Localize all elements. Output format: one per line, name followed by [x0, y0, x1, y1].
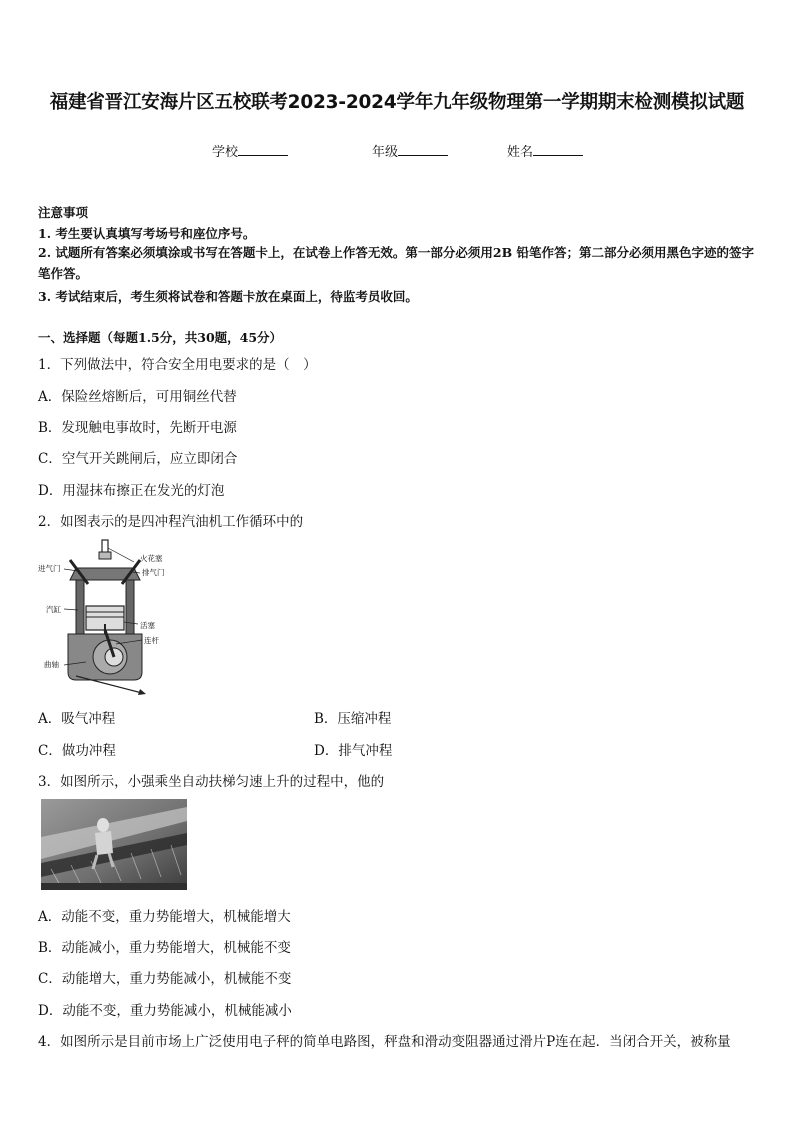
question-1-stem: 1．下列做法中，符合安全用电要求的是（ ） [38, 357, 317, 373]
name-field [507, 141, 583, 160]
q2-option-c: C．做功冲程 [38, 743, 116, 759]
name-blank[interactable] [533, 143, 583, 156]
q1-option-d: D．用湿抹布擦正在发光的灯泡 [38, 483, 225, 499]
school-field [212, 141, 288, 160]
notice-item-3: 3. 考试结束后，考生须将试卷和答题卡放在桌面上，待监考员收回。 [38, 289, 418, 304]
school-label: 学校 [212, 145, 239, 160]
engine-diagram [36, 538, 176, 698]
label-connecting-rod: 连杆 [144, 636, 159, 645]
question-3-stem: 3．如图所示，小强乘坐自动扶梯匀速上升的过程中，他的 [38, 774, 385, 790]
label-exhaust-valve: 排气门 [142, 568, 165, 577]
exam-title: 福建省晋江安海片区五校联考2023-2024学年九年级物理第一学期期末检测模拟试题 [49, 92, 745, 113]
q3-option-c: C．动能增大，重力势能减小，机械能不变 [38, 971, 292, 987]
label-crankshaft: 曲轴 [44, 660, 59, 669]
escalator-photo [41, 799, 187, 890]
grade-field [372, 141, 448, 160]
q3-option-b: B．动能减小，重力势能增大，机械能不变 [38, 940, 291, 956]
question-2-stem: 2．如图表示的是四冲程汽油机工作循环中的 [38, 514, 304, 530]
school-blank[interactable] [238, 143, 288, 156]
engine-diagram-svg [36, 538, 176, 698]
label-piston: 活塞 [140, 621, 155, 630]
q2-option-d: D．排气冲程 [314, 743, 393, 759]
section-heading: 一、选择题（每题1.5分，共30题，45分） [38, 330, 283, 345]
label-cylinder: 汽缸 [46, 605, 61, 614]
q3-option-a: A．动能不变，重力势能增大，机械能增大 [38, 909, 291, 925]
question-4-stem: 4．如图所示是目前市场上广泛使用电子秤的简单电路图，秤盘和滑动变阻器通过滑片P连在起．当闭合开关，被称量 [38, 1034, 731, 1050]
q1-option-a: A．保险丝熔断后，可用铜丝代替 [38, 389, 237, 405]
q1-option-b: B．发现触电事故时，先断开电源 [38, 420, 237, 436]
notice-item-1: 1. 考生要认真填写考场号和座位序号。 [38, 226, 256, 241]
grade-blank[interactable] [398, 143, 448, 156]
name-label: 姓名 [507, 145, 534, 160]
grade-label: 年级 [372, 145, 399, 160]
notice-heading: 注意事项 [38, 205, 89, 220]
escalator-photo-svg [41, 799, 187, 890]
notice-item-2: 2. 试题所有答案必须填涂或书写在答题卡上，在试卷上作答无效。第一部分必须用2B 铅笔作答；第二部分必须用黑色字迹的签字笔作答。 [38, 245, 755, 281]
q3-option-d: D．动能不变，重力势能减小，机械能减小 [38, 1003, 292, 1019]
q2-option-b: B．压缩冲程 [314, 711, 392, 727]
label-intake-valve: 进气门 [38, 564, 61, 573]
label-spark-plug: 火花塞 [140, 554, 163, 563]
q1-option-c: C．空气开关跳闸后，应立即闭合 [38, 451, 238, 467]
q2-option-a: A．吸气冲程 [38, 711, 116, 727]
